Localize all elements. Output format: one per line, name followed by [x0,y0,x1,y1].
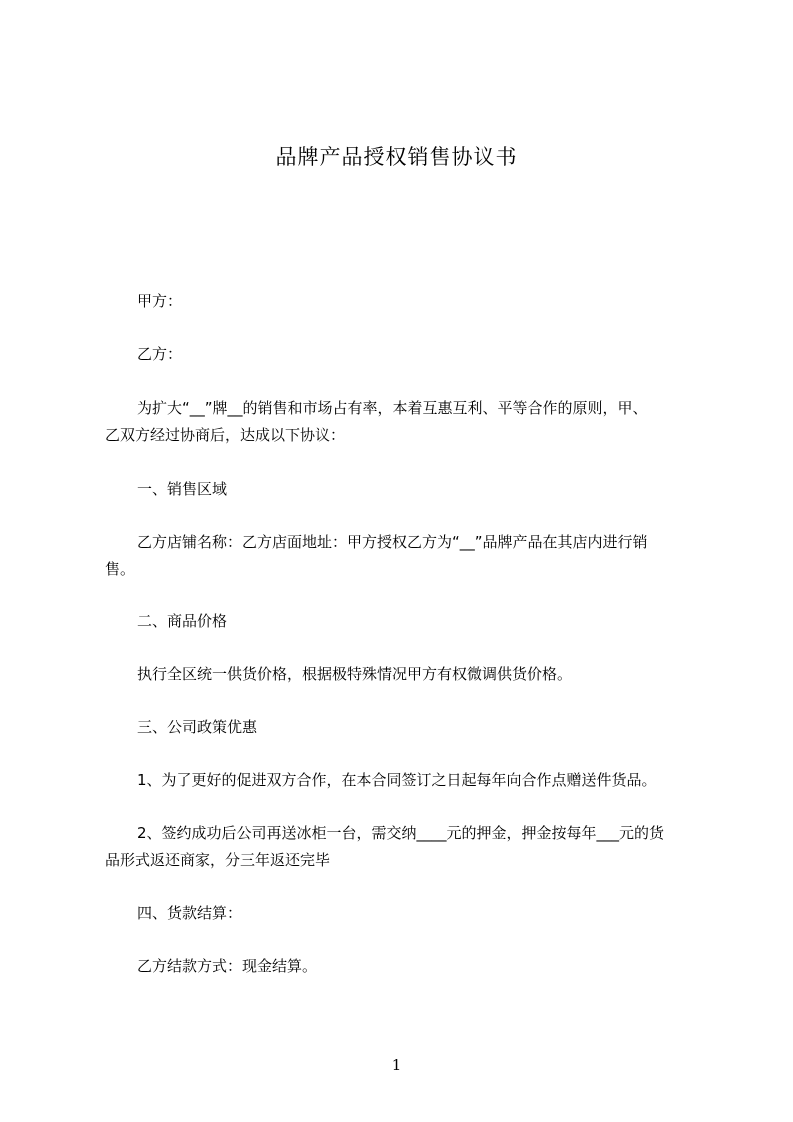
section-1-line-1: 乙方店铺名称：乙方店面地址：甲方授权乙方为“__”品牌产品在其店内进行销 [137,533,648,551]
section-4-heading: 四、货款结算： [137,904,243,922]
section-3-item-1: 1、为了更好的促进双方合作，在本合同签订之日起每年向合作点赠送件货品。 [137,771,657,789]
section-1-line-2: 售。 [105,560,136,578]
page-number: 1 [391,1056,402,1074]
section-2-heading: 二、商品价格 [137,612,228,630]
section-4-body: 乙方结款方式：现金结算。 [137,957,318,975]
document-title: 品牌产品授权销售协议书 [275,145,518,169]
section-2-body: 执行全区统一供货价格，根据极特殊情况甲方有权微调供货价格。 [137,665,573,683]
intro-paragraph-line-2: 乙双方经过协商后，达成以下协议： [105,426,346,444]
section-3-item-2-line-2: 品形式返还商家，分三年返还完毕 [105,851,331,869]
section-3-heading: 三、公司政策优惠 [137,718,258,736]
section-1-heading: 一、销售区域 [137,480,228,498]
intro-paragraph-line-1: 为扩大“__”牌__的销售和市场占有率，本着互惠互利、平等合作的原则，甲、 [137,399,648,417]
party-b-label: 乙方： [137,345,183,363]
party-a-label: 甲方： [137,292,183,310]
section-3-item-2-line-1: 2、签约成功后公司再送冰柜一台，需交纳____元的押金，押金按每年___元的货 [137,824,665,842]
